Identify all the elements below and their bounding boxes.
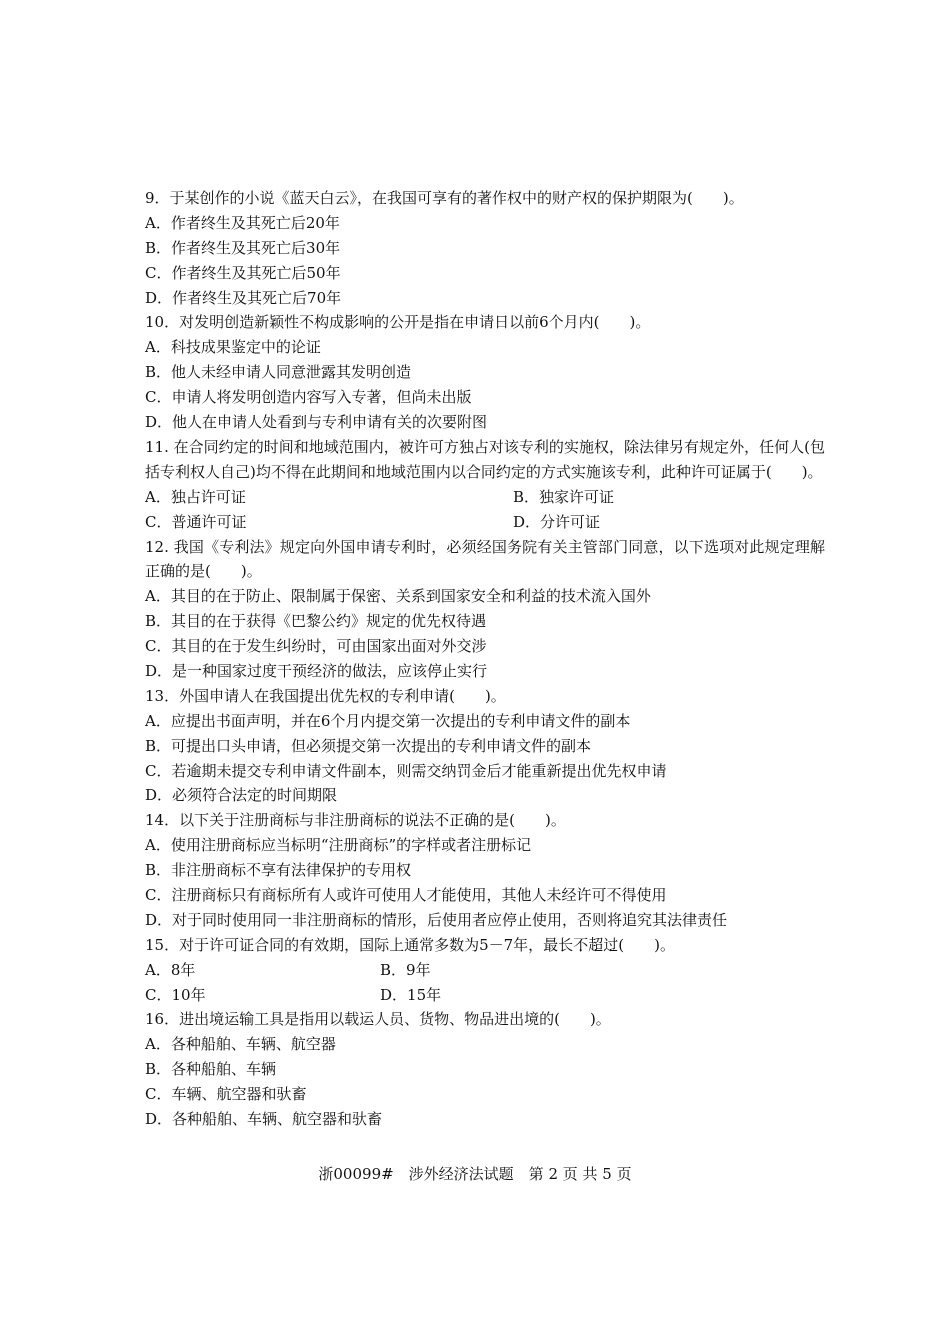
answer-option: A．科技成果鉴定中的论证 (145, 338, 321, 357)
answer-option: B．非注册商标不享有法律保护的专用权 (145, 861, 412, 880)
stem-text: 15．对于许可证合同的有效期，国际上通常多数为5－7年，最长 (145, 935, 574, 954)
option-row (145, 510, 825, 535)
answer-option: C．普通许可证 (145, 512, 247, 531)
answer-option: D．各种船舶、车辆、航空器和驮畜 (145, 1110, 383, 1129)
emphasis-char: 正 (449, 811, 465, 830)
answer-option: C．申请人将发明创造内容写入专著，但尚未出版 (145, 388, 472, 407)
emphasis-char: 过 (603, 935, 619, 954)
answer-option: B．各种船舶、车辆 (145, 1060, 277, 1079)
answer-option: A．使用注册商标应当标明“注册商标”的字样或者注册标记 (145, 836, 532, 855)
question-stem (145, 808, 825, 833)
answer-option: C．若逾期未提交专利申请文件副本，则需交纳罚金后才能重新提出优先权申请 (145, 761, 667, 780)
answer-option: D．必须符合法定的时间期限 (145, 786, 338, 805)
answer-option: A．作者终生及其死亡后20年 (145, 213, 340, 232)
question-stem: 13．外国申请人在我国提出优先权的专利申请( )。 (145, 686, 506, 705)
answer-option: A．独占许可证 (145, 487, 246, 506)
option-row (145, 485, 825, 510)
emphasis-char: 不 (434, 811, 450, 830)
emphasis-char: 不 (573, 935, 589, 954)
emphasized-text (573, 936, 618, 954)
option-row (145, 958, 825, 983)
exam-page (145, 186, 825, 1132)
answer-option: C．作者终生及其死亡后50年 (145, 263, 341, 282)
answer-option: C．其目的在于发生纠纷时，可由国家出面对外交涉 (145, 637, 487, 656)
answer-option: A．应提出书面声明，并在6个月内提交第一次提出的专利申请文件的副本 (145, 711, 631, 730)
answer-option: A．其目的在于防止、限制属于保密、关系到国家安全和利益的技术流入国外 (145, 587, 651, 606)
answer-option: C．10年 (145, 985, 206, 1004)
stem-text: 14．以下关于注册商标与非注册商标的说法 (145, 811, 435, 830)
emphasized-text (434, 811, 464, 829)
answer-option: B．其目的在于获得《巴黎公约》规定的优先权待遇 (145, 612, 487, 631)
question-stem: 16．进出境运输工具是指用以载运人员、货物、物品进出境的( )。 (145, 1010, 611, 1029)
question-stem: 10．对发明创造新颖性不构成影响的公开是指在申请日以前6个月内( )。 (145, 313, 651, 332)
answer-option: B．独家许可证 (513, 487, 615, 506)
answer-option: D．15年 (380, 985, 442, 1004)
answer-option: D．分许可证 (513, 512, 601, 531)
answer-option: C．注册商标只有商标所有人或许可使用人才能使用，其他人未经许可不得使用 (145, 886, 667, 904)
answer-option: B．可提出口头申请，但必须提交第一次提出的专利申请文件的副本 (145, 736, 592, 755)
question-stem: 12. 我国《专利法》规定向外国申请专利时，必须经国务院有关主管部门同意，以下选项对此规定理解正确的是( )。 (145, 537, 825, 581)
answer-option: D．他人在申请人处看到与专利申请有关的次要附图 (145, 413, 488, 432)
option-row (145, 983, 825, 1008)
answer-option: A．8年 (145, 960, 196, 979)
page-footer: 浙00099# 涉外经济法试题 第 2 页 共 5 页 (318, 1165, 632, 1183)
answer-option: D．作者终生及其死亡后70年 (145, 288, 342, 307)
answer-option: A．各种船舶、车辆、航空器 (145, 1035, 336, 1054)
question-stem (145, 933, 825, 958)
answer-option: B．9年 (380, 960, 431, 979)
answer-option: D．对于同时使用同一非注册商标的情形，后使用者应停止使用，否则将追究其法律责任 (145, 910, 728, 929)
answer-option: B．作者终生及其死亡后30年 (145, 238, 341, 257)
answer-option: B．他人未经申请人同意泄露其发明创造 (145, 363, 412, 382)
question-stem: 9．于某创作的小说《蓝天白云》，在我国可享有的著作权中的财产权的保护期限为( )。 (145, 189, 744, 207)
emphasis-char: 超 (588, 935, 604, 954)
stem-text: ( )。 (618, 935, 675, 954)
question-stem: 11. 在合同约定的时间和地域范围内，被许可方独占对该专利的实施权，除法律另有规定外，任何人(包括专利权人自己)均不得在此期间和地域范围内以合同约定的方式实施该专利，此种许可证属于( )。 (145, 437, 825, 481)
answer-option: D．是一种国家过度干预经济的做法，应该停止实行 (145, 661, 488, 680)
answer-option: C．车辆、航空器和驮畜 (145, 1085, 307, 1104)
stem-text: 确的是( )。 (464, 811, 566, 830)
